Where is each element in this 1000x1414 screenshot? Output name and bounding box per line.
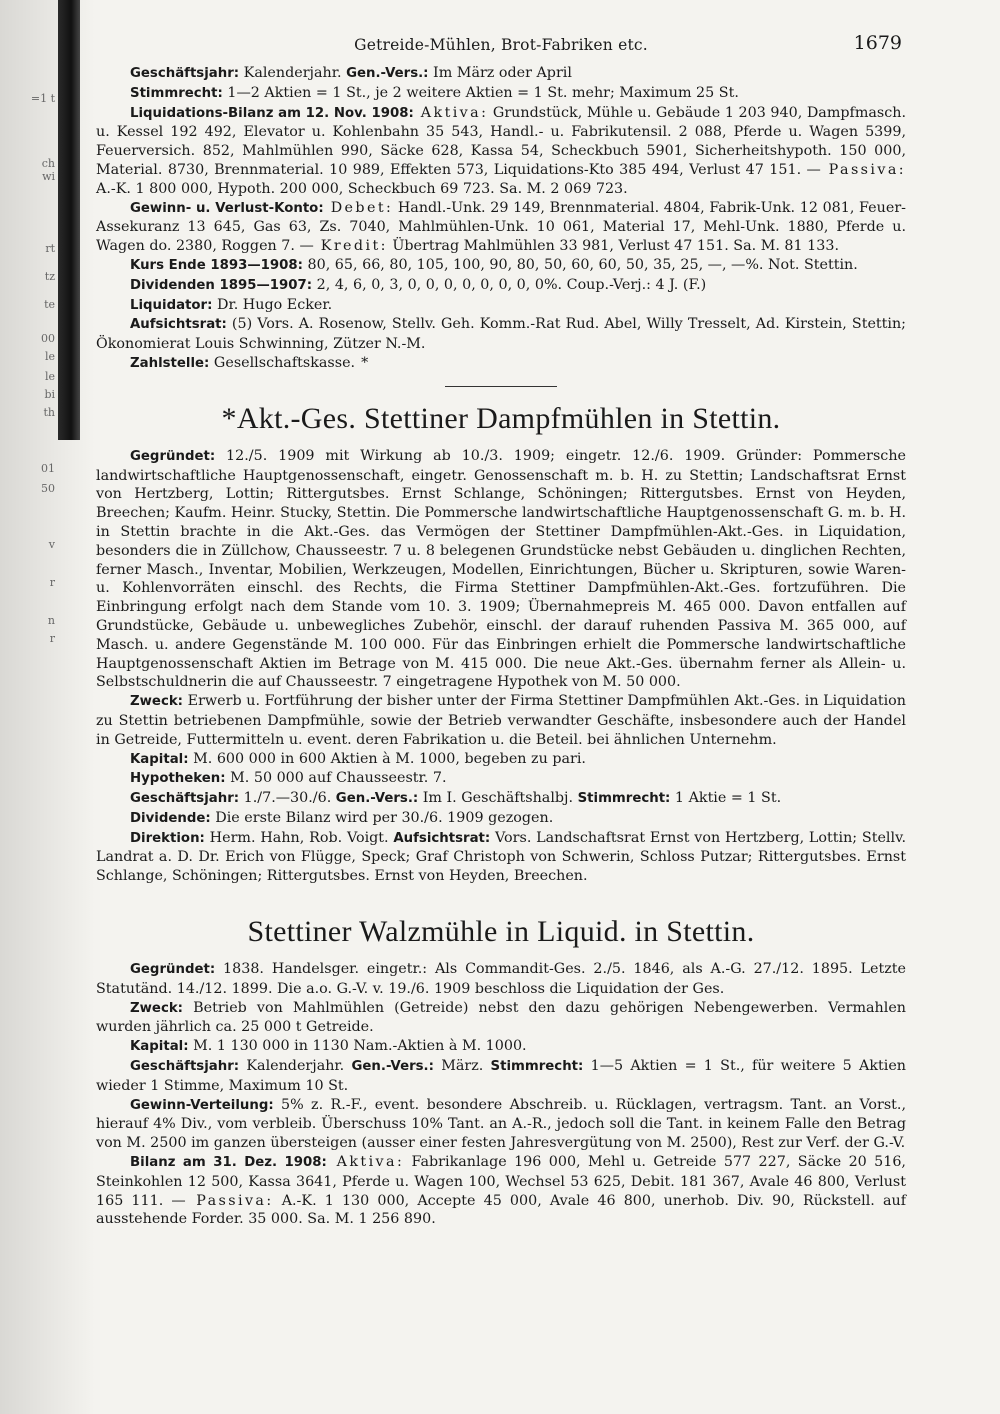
- entry-gegruendet: Gegründet: 1838. Handelsger. eingetr.: Als Commandit-Ges. 2./5. 1846, als A.-G. 27./12. 1895. Letzte Statutänd. 14./12. 1899. Die a.o. G.-V. v. 19./6. 1909 beschloss die Liquidation der Ges.: [96, 961, 906, 997]
- margin-fragment: r: [49, 576, 55, 589]
- entry-hypotheken: Hypotheken: M. 50 000 auf Chausseestr. 7.: [130, 770, 447, 787]
- margin-fragment: te: [44, 298, 55, 311]
- margin-fragment: r: [49, 632, 55, 645]
- entry-aufsichtsrat: Aufsichtsrat: (5) Vors. A. Rosenow, Stellv. Geh. Komm.-Rat Rud. Abel, Willy Tresselt, Ad. Kirstein, Stettin; Ökonomierat Louis Schwinning, Zützer N.-M.: [96, 316, 906, 353]
- entry-liquidations-bilanz: Liquidations-Bilanz am 12. Nov. 1908: Aktiva: Grundstück, Mühle u. Gebäude 1 203 940, Dampfmasch. u. Kessel 192 492, Elevator u. Kohlenbahn 35 543, Handl.- u. Fabrikutensil. 2 088, Pferde u. Wagen 5399, Feuerversich. 852, Mahlmühlen 990, Säcke 628, Kassa 54, Scheckbuch 5901, Sicherheitshypoth. 150 000, Material. 8730, Brennmaterial. 10 989, Effekten 573, Liquidations-Kto 385 494, Verlust 47 151. — Passiva: A.-K. 1 800 000, Hypoth. 200 000, Scheckbuch 69 723. Sa. M. 2 069 723.: [96, 104, 907, 197]
- entry-bilanz: Bilanz am 31. Dez. 1908: Aktiva: Fabrikanlage 196 000, Mehl u. Getreide 577 227, Säcke 20 516, Steinkohlen 12 500, Kassa 3641, Pferde u. Wagen 100, Wechsel 53 625, Debit. 181 367, Avale 46 800, Verlust 165 111. — Passiva: A.-K. 1 130 000, Accepte 45 000, Avale 46 800, unerhob. Div. 90, Rückstell. auf ausstehende Forder. 35 000. Sa. M. 1 256 890.: [96, 1154, 906, 1228]
- section-divider: [445, 386, 557, 387]
- page-binding-shadow: [0, 0, 95, 1414]
- entry-liquidator: Liquidator: Dr. Hugo Ecker.: [130, 296, 333, 313]
- section-gap: [96, 886, 906, 908]
- entry-geschaeftsjahr: Geschäftsjahr: Kalenderjahr. Gen.-Vers.: Im März oder April: [130, 65, 572, 81]
- entry-geschaeftsjahr: Geschäftsjahr: 1./7.—30./6. Gen.-Vers.: Im I. Geschäftshalbj. Stimmrecht: 1 Aktie = 1 St.: [130, 790, 782, 807]
- margin-fragment: n: [47, 614, 55, 627]
- entry-continued: [96, 64, 906, 374]
- entry-gegruendet: Gegründet: 12./5. 1909 mit Wirkung ab 10./3. 1909; eingetr. 12./6. 1909. Gründer: Pommersche landwirtschaftliche Hauptgenossenschaft, eingetr. Genossenschaft m. b. H. zu Stettin; Landschaftsrat Ernst von Hertzberg, Lottin; Rittergutsbes. Ernst Schlange, Schöningen; Rittergutsbes. Ernst von Heyden, Breechen; Kaufm. Heinr. Stucky, Stettin. Die Pommersche landwirtschaftliche Hauptgenossenschaft G. m. b. H. in Stettin brachte in die Akt.-Ges. das Vermögen der Stettiner Dampfmühlen-Akt.-Ges. in Liquidation, besonders die in Züllchow, Chausseestr. 7 u. 8 belegenen Grundstücke nebst Gebäuden u. dinglichen Rechten, ferner Masch., Inventar, Mobilien, Werkzeugen, Modellen, Einrichtungen, Bücher u. Skripturen, sowie Waren- u. Kohlenvorräten einschl. des Rechts, die Firma Stettiner Dampfmühlen-Akt.-Ges. fortzuführen. Die Einbringung erfolgt nach dem Stande vom 10. 3. 1909; Übernahmepreis M. 465 000. Davon entfallen auf Grundstücke, Gebäude u. unbewegliches Zubehör, einschl. der darauf ruhenden Passiva M. 365 000, auf Masch. u. andere Gegenstände M. 100 000. Für das Einbringen erhielt die Pommersche landwirtschaftliche Hauptgenossenschaft Aktien im Betrage von M. 415 000. Die neue Akt.-Ges. übernahm ferner als Allein- u. Selbstschuldnerin die auf Chausseestr. 7 eingetragene Hypothek von M. 50 000.: [96, 447, 906, 691]
- binding-gutter: [58, 0, 80, 440]
- entry-zahlstelle: Zahlstelle: Gesellschaftskasse. *: [130, 354, 369, 371]
- margin-fragment: wi: [42, 170, 55, 183]
- margin-fragment: 50: [41, 482, 55, 495]
- entry-dividenden: Dividenden 1895—1907: 2, 4, 6, 0, 3, 0, 0, 0, 0, 0, 0, 0, 0%. Coup.-Verj.: 4 J. (F.): [130, 276, 707, 293]
- margin-fragment: tz: [44, 270, 55, 283]
- margin-fragment: =1 t: [30, 92, 55, 105]
- entry-zweck: Zweck: Erwerb u. Fortführung der bisher unter der Firma Stettiner Dampfmühlen Akt.-Ges. in Liquidation zu Stettin betriebenen Dampfmühle, sowie der Betrieb verwandter Geschäfte, insbesondere auch der Handel in Getreide, Futtermitteln u. event. deren Fabrikation u. die Beteil. bei ähnlichen Unternehm.: [96, 693, 906, 748]
- entry-walzmuehle: [96, 960, 906, 1229]
- entry-gewinn-verlust: Gewinn- u. Verlust-Konto: Debet: Handl.-Unk. 29 149, Brennmaterial. 4804, Fabrik-Unk. 12 081, Feuer-Assekuranz 13 645, Gas 63, Zs. 7040, Mahlmühlen-Unk. 10 061, Material 17, Mehl-Unk. 1880, Pferde u. Wagen do. 2380, Roggen 7. — Kredit: Übertrag Mahlmühlen 33 981, Verlust 47 151. Sa. M. 81 133.: [96, 199, 906, 255]
- entry-stimmrecht: Stimmrecht: 1—2 Aktien = 1 St., je 2 weitere Aktien = 1 St. mehr; Maximum 25 St.: [130, 84, 739, 101]
- margin-fragment: bi: [44, 388, 55, 401]
- running-header: [96, 30, 906, 64]
- running-title: Getreide-Mühlen, Brot-Fabriken etc.: [354, 36, 648, 54]
- margin-fragment: rt: [45, 242, 55, 255]
- margin-fragment: le: [44, 350, 55, 363]
- entry-zweck: Zweck: Betrieb von Mahlmühlen (Getreide) nebst den dazu gehörigen Nebengewerben. Vermahlen wurden jährlich ca. 25 000 t Getreide.: [96, 999, 906, 1036]
- margin-fragment: 01: [41, 462, 55, 475]
- margin-fragment: th: [43, 406, 55, 419]
- company-heading-dampfmuehlen: *Akt.-Ges. Stettiner Dampfmühlen in Stettin.: [221, 401, 781, 435]
- entry-kurs: Kurs Ende 1893—1908: 80, 65, 66, 80, 105, 100, 90, 80, 50, 60, 60, 50, 35, 25, —, —%. Not. Stettin.: [130, 256, 858, 273]
- entry-dampfmuehlen: [96, 447, 906, 886]
- entry-dividende: Dividende: Die erste Bilanz wird per 30./6. 1909 gezogen.: [130, 809, 554, 826]
- margin-fragment: 00: [41, 332, 55, 345]
- document-page: [96, 30, 906, 1229]
- entry-gewinn-verteilung: Gewinn-Verteilung: 5% z. R.-F., event. besondere Abschreib. u. Rücklagen, vertragsm. Tant. an Vorst., hierauf 4% Div., vom verbleib. Überschuss 10% Tant. an A.-R., jedoch soll die Tant. in keinem Falle den Betrag von M. 2500 im ganzen übersteigen (ausser einer festen Jahresvergütung von M. 2500), Rest zur Verf. der G.-V.: [96, 1096, 906, 1152]
- page-number: 1679: [853, 32, 902, 54]
- entry-direktion: Direktion: Herm. Hahn, Rob. Voigt. Aufsichtsrat: Vors. Landschaftsrat Ernst von Hertzberg, Lottin; Stellv. Landrat a. D. Dr. Erich von Flügge, Speck; Graf Christoph von Schwerin, Schloss Putzar; Rittergutsbes. Ernst Schlange, Schöningen; Rittergutsbes. Ernst von Heyden, Breechen.: [96, 829, 906, 885]
- company-heading-walzmuehle: Stettiner Walzmühle in Liquid. in Stettin.: [247, 915, 755, 949]
- entry-geschaeftsjahr: Geschäftsjahr: Kalenderjahr. Gen.-Vers.: März. Stimmrecht: 1—5 Aktien = 1 St., für weitere 5 Aktien wieder 1 Stimme, Maximum 10 St.: [96, 1058, 906, 1094]
- margin-fragment: ch: [41, 157, 55, 170]
- margin-fragment: le: [44, 370, 55, 383]
- entry-kapital: Kapital: M. 600 000 in 600 Aktien à M. 1000, begeben zu pari.: [130, 750, 586, 767]
- margin-fragment: v: [48, 538, 55, 551]
- entry-kapital: Kapital: M. 1 130 000 in 1130 Nam.-Aktien à M. 1000.: [130, 1038, 527, 1055]
